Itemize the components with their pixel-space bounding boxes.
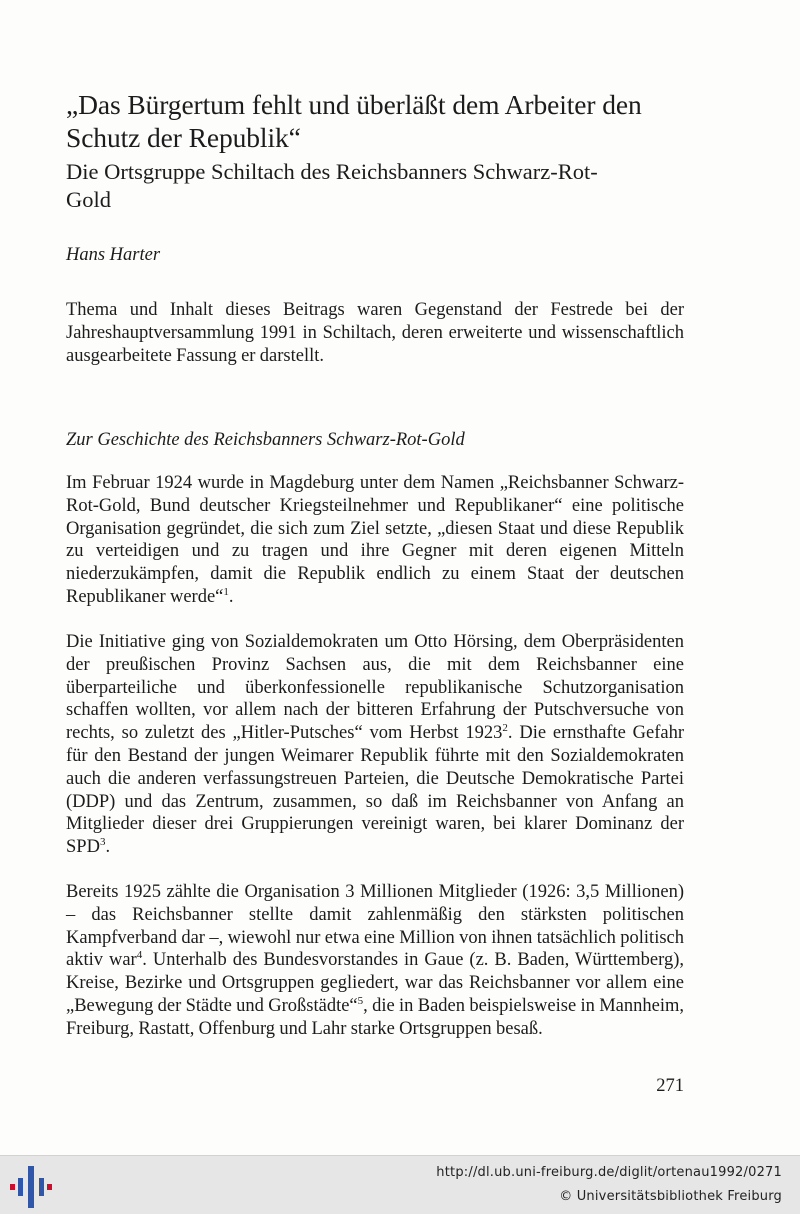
title-line-1: „Das Bürgertum fehlt und überläßt dem Arbeiter den bbox=[66, 89, 642, 120]
body-paragraph-3 bbox=[66, 881, 684, 1041]
viewer-footer bbox=[0, 1155, 800, 1214]
paragraph-text-b: . Unterhalb des Bundesvorstandes in Gaue (z. B. Baden, Württemberg), Kreise, Bezirke und Ortsgruppen gegliedert, war das Reichsbanner vor allem eine „Bewegung der Städte und Großstädte“ bbox=[66, 950, 684, 1016]
footnote-marker-4[interactable]: 4 bbox=[136, 949, 143, 962]
copyright-notice: © Universitätsbibliothek Freiburg bbox=[559, 1189, 782, 1204]
subtitle-line-2: Gold bbox=[66, 187, 111, 212]
subtitle-line-1: Die Ortsgruppe Schiltach des Reichsbanners Schwarz-Rot- bbox=[66, 159, 598, 184]
paragraph-text-b: . Die ernsthafte Gefahr für den Bestand der jungen Weimarer Republik führte mit den Sozialdemokraten auch die anderen verfassungstreuen Parteien, die Deutsche Demokratische Partei (DDP) und das Zentrum, zusammen, so daß im Reichsbanner von Anfang an Mitglieder dieser drei Gruppierungen vereinigt waren, bei klarer Dominanz der SPD bbox=[66, 723, 684, 858]
author-name: Hans Harter bbox=[66, 245, 161, 265]
paragraph-end: . bbox=[228, 586, 234, 607]
title-line-2: Schutz der Republik“ bbox=[66, 122, 301, 153]
body-paragraph-1 bbox=[66, 472, 684, 609]
source-url-link[interactable]: http://dl.ub.uni-freiburg.de/diglit/ortenau1992/0271 bbox=[436, 1165, 782, 1180]
footnote-marker-2[interactable]: 2 bbox=[502, 722, 508, 735]
intro-paragraph: Thema und Inhalt dieses Beitrags waren Gegenstand der Festrede bei der Jahreshauptversammlung 1991 in Schiltach, deren erweiterte und wissenschaftlich ausgearbeitete Fassung er darstellt. bbox=[66, 300, 684, 366]
paragraph-end: . bbox=[105, 837, 111, 858]
footnote-marker-1[interactable]: 1 bbox=[223, 585, 229, 598]
paragraph-text: Im Februar 1924 wurde in Magdeburg unter dem Namen „Reichsbanner Schwarz-Rot-Gold, Bund deutscher Kriegsteilnehmer und Republikaner“ eine politische Organisation gegründet, die sich zum Ziel setzte, „diesen Staat und diese Republik zu verteidigen und zu tragen und ihre Gegner mit deren eigenen Mitteln niederzukämpfen, damit die Republik endlich zu einem Staat der deutschen Republikaner werde“ bbox=[66, 473, 684, 607]
paragraph-text-a: Bereits 1925 zählte die Organisation 3 Millionen Mitglieder (1926: 3,5 Millionen) – das Reichsbanner stellte damit zahlenmäßig den stärksten politischen Kampfverband dar –, wiewohl nur etwa eine Million von ihnen tatsächlich politisch aktiv war bbox=[66, 882, 684, 971]
article-subtitle bbox=[66, 158, 684, 214]
page-number: 271 bbox=[656, 1076, 684, 1096]
article-title bbox=[66, 88, 684, 154]
body-paragraph-2 bbox=[66, 631, 684, 859]
footnote-marker-5[interactable]: 5 bbox=[357, 994, 364, 1007]
paragraph-text-c: , die in Baden beispielsweise in Mannheim, Freiburg, Rastatt, Offenburg und Lahr starke Ortsgruppen besaß. bbox=[66, 995, 684, 1039]
section-heading: Zur Geschichte des Reichsbanners Schwarz-Rot-Gold bbox=[66, 430, 465, 450]
ub-freiburg-logo-icon[interactable] bbox=[8, 1164, 54, 1210]
footnote-marker-3[interactable]: 3 bbox=[99, 836, 106, 849]
paragraph-text-a: Die Initiative ging von Sozialdemokraten um Otto Hörsing, dem Oberpräsidenten der preußischen Provinz Sachsen aus, die mit dem Reichsbanner eine überparteiliche und überkonfessionelle republikanische Schutzorganisation schaffen wollten, vor allem nach der bitteren Erfahrung der Putschversuche von rechts, so zuletzt des „Hitler-Putsches“ vom Herbst 1923 bbox=[66, 632, 684, 744]
